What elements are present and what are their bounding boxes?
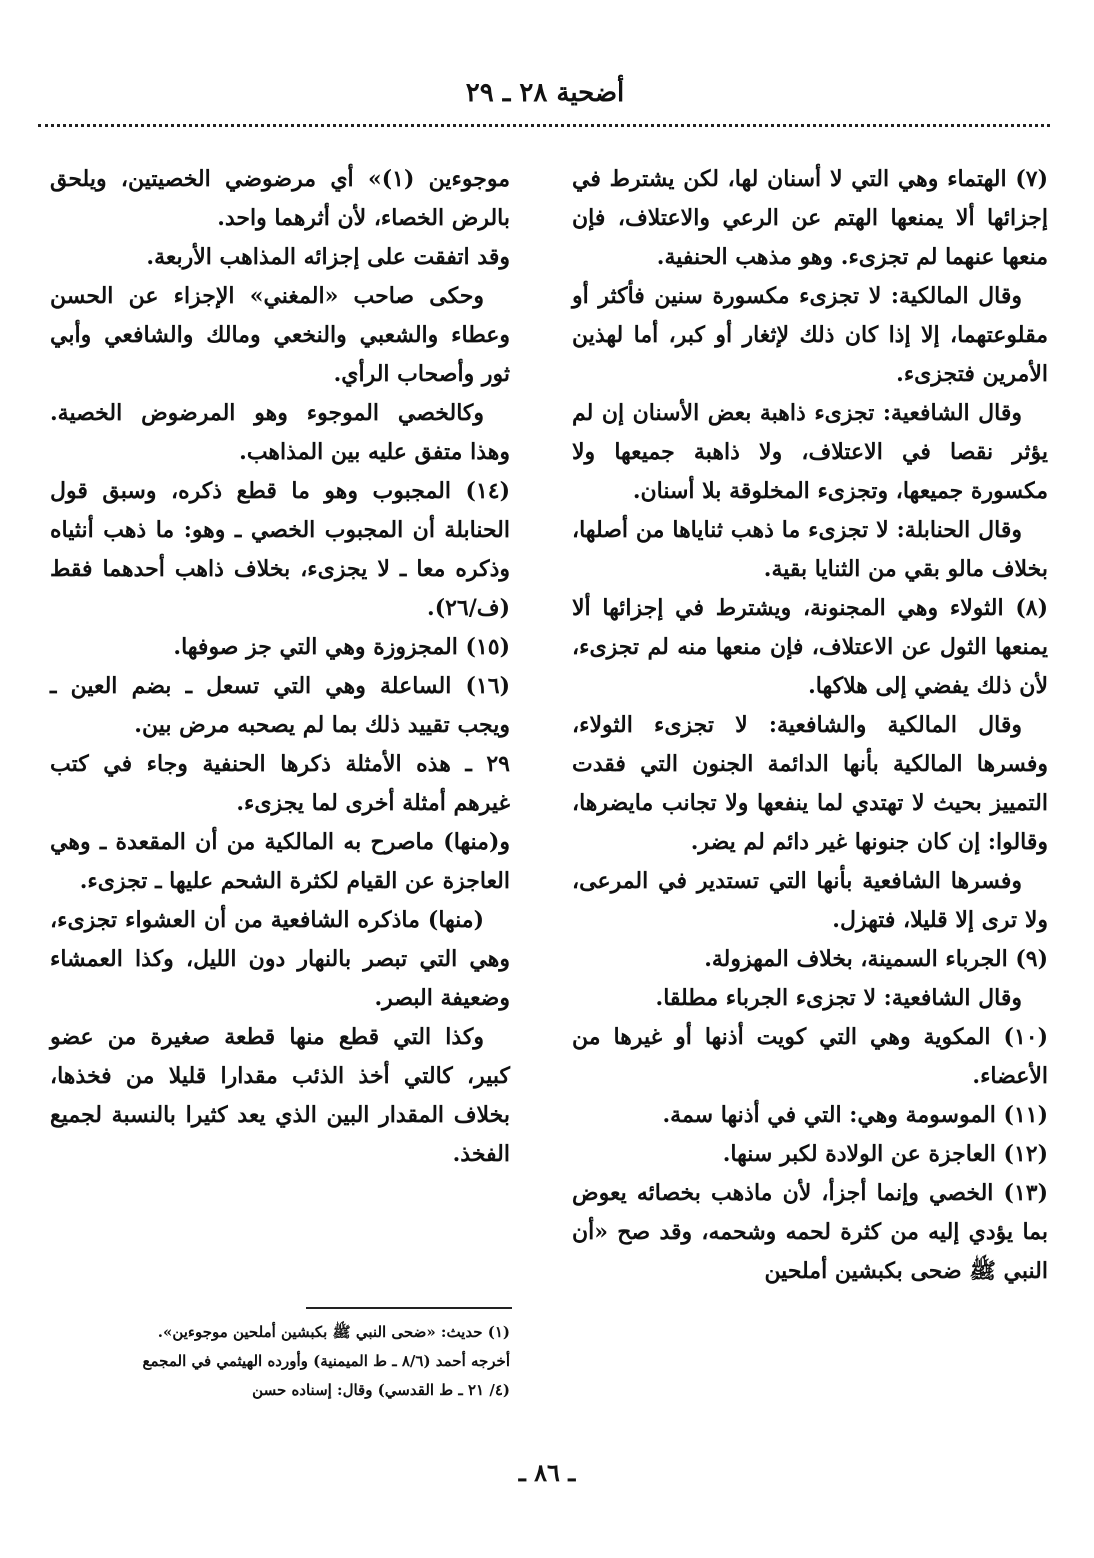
page-header: أضحية ٢٨ ـ ٢٩ [465,78,625,108]
footnote-line: (١) حديث: «ضحى النبي ﷺ بكبشين أملحين موجوءين». [157,1323,510,1341]
paragraph: وفسرها الشافعية بأنها التي تستدير في المرعى، ولا ترى إلا قليلا، فتهزل. [572,868,1048,933]
paragraph: وقال المالكية والشافعية: لا تجزىء الثولاء، وفسرها المالكية بأنها الدائمة الجنون التي فقدت التمييز بحيث لا تهتدي لما ينفعها ولا تجانب مايضرها، وقالوا: إن كان جنونها غير دائم لم يضر. [572,712,1048,855]
paragraph: وقال الشافعية: تجزىء ذاهبة بعض الأسنان إن لم يؤثر نقصا في الاعتلاف، ولا ذاهبة جميعها ولا مكسورة جميعها، وتجزىء المخلوقة بلا أسنان. [572,400,1048,504]
paragraph: (٨) الثولاء وهي المجنونة، ويشترط في إجزائها ألا يمنعها الثول عن الاعتلاف، فإن منعها منه لم تجزىء، لأن ذلك يفضي إلى هلاكها. [572,595,1048,699]
paragraph: (٧) الهتماء وهي التي لا أسنان لها، لكن يشترط في إجزائها ألا يمنعها الهتم عن الرعي والاعتلاف، فإن منعها عنهما لم تجزىء. وهو مذهب الحنفية. [572,166,1048,270]
paragraph: وكالخصي الموجوء وهو المرضوض الخصية. وهذا متفق عليه بين المذاهب. [50,400,510,465]
paragraph: وحكى صاحب «المغني» الإجزاء عن الحسن وعطاء والشعبي والنخعي ومالك والشافعي وأبي ثور وأصحاب الرأي. [50,283,510,387]
paragraph: وكذا التي قطع منها قطعة صغيرة من عضو كبير، كالتي أخذ الذئب مقدارا قليلا من فخذها، بخلاف المقدار البين الذي يعد كثيرا بالنسبة لجميع الفخذ. [50,1024,510,1167]
paragraph: وقال الشافعية: لا تجزىء الجرباء مطلقا. [655,985,1022,1011]
footnote-line: أخرجه أحمد (٨/٦ ـ ط الميمنية) وأورده الهيثمي في المجمع [142,1352,510,1370]
paragraph: (١٦) الساعلة وهي التي تسعل ـ بضم العين ـ ويجب تقييد ذلك بما لم يصحبه مرض بين. [50,673,510,738]
footnote-separator [306,1307,512,1309]
paragraph: ٢٩ ـ هذه الأمثلة ذكرها الحنفية وجاء في كتب غيرهم أمثلة أخرى لما يجزىء. [50,751,510,816]
paragraph: وقال الحنابلة: لا تجزىء ما ذهب ثناياها من أصلها، بخلاف مالو بقي من الثنايا بقية. [572,517,1048,582]
footnote-line: (٤/ ٢١ ـ ط القدسي) وقال: إسناده حسن [252,1381,510,1399]
right-text-column [572,160,1048,1291]
paragraph: (١١) الموسومة وهي: التي في أذنها سمة. [662,1102,1048,1128]
paragraph: و(منها) ماصرح به المالكية من أن المقعدة ـ وهي العاجزة عن القيام لكثرة الشحم عليها ـ تجزىء. [50,829,510,894]
page-number: ـ ٨٦ ـ [518,1458,576,1487]
paragraph: (١٢) العاجزة عن الولادة لكبر سنها. [722,1141,1048,1167]
paragraph: (١٥) المجزوزة وهي التي جز صوفها. [173,634,510,660]
paragraph: (١٤) المجبوب وهو ما قطع ذكره، وسبق قول الحنابلة أن المجبوب الخصي ـ وهو: ما ذهب أنثياه وذكره معا ـ لا يجزىء، بخلاف ذاهب أحدهما فقط (ف/٢٦). [50,478,510,621]
header-dotted-rule [38,124,1050,127]
paragraph: وقال المالكية: لا تجزىء مكسورة سنين فأكثر أو مقلوعتهما، إلا إذا كان ذلك لإثغار أو كبر، أما لهذين الأمرين فتجزىء. [572,283,1048,387]
footnote [50,1318,510,1405]
paragraph: (٩) الجرباء السمينة، بخلاف المهزولة. [704,946,1048,972]
paragraph: (١٠) المكوية وهي التي كويت أذنها أو غيرها من الأعضاء. [572,1024,1048,1089]
paragraph: (١٣) الخصي وإنما أجزأ، لأن ماذهب بخصائه يعوض بما يؤدي إليه من كثرة لحمه وشحمه، وقد صح «أن النبي ﷺ ضحى بكبشين أملحين [572,1180,1048,1284]
left-text-column [50,160,510,1174]
paragraph: (منها) ماذكره الشافعية من أن العشواء تجزىء، وهي التي تبصر بالنهار دون الليل، وكذا العمشاء وضعيفة البصر. [50,907,510,1011]
paragraph: موجوءين (١)» أي مرضوضي الخصيتين، ويلحق بالرض الخصاء، لأن أثرهما واحد. [50,166,510,231]
paragraph: وقد اتفقت على إجزائه المذاهب الأربعة. [146,244,510,270]
